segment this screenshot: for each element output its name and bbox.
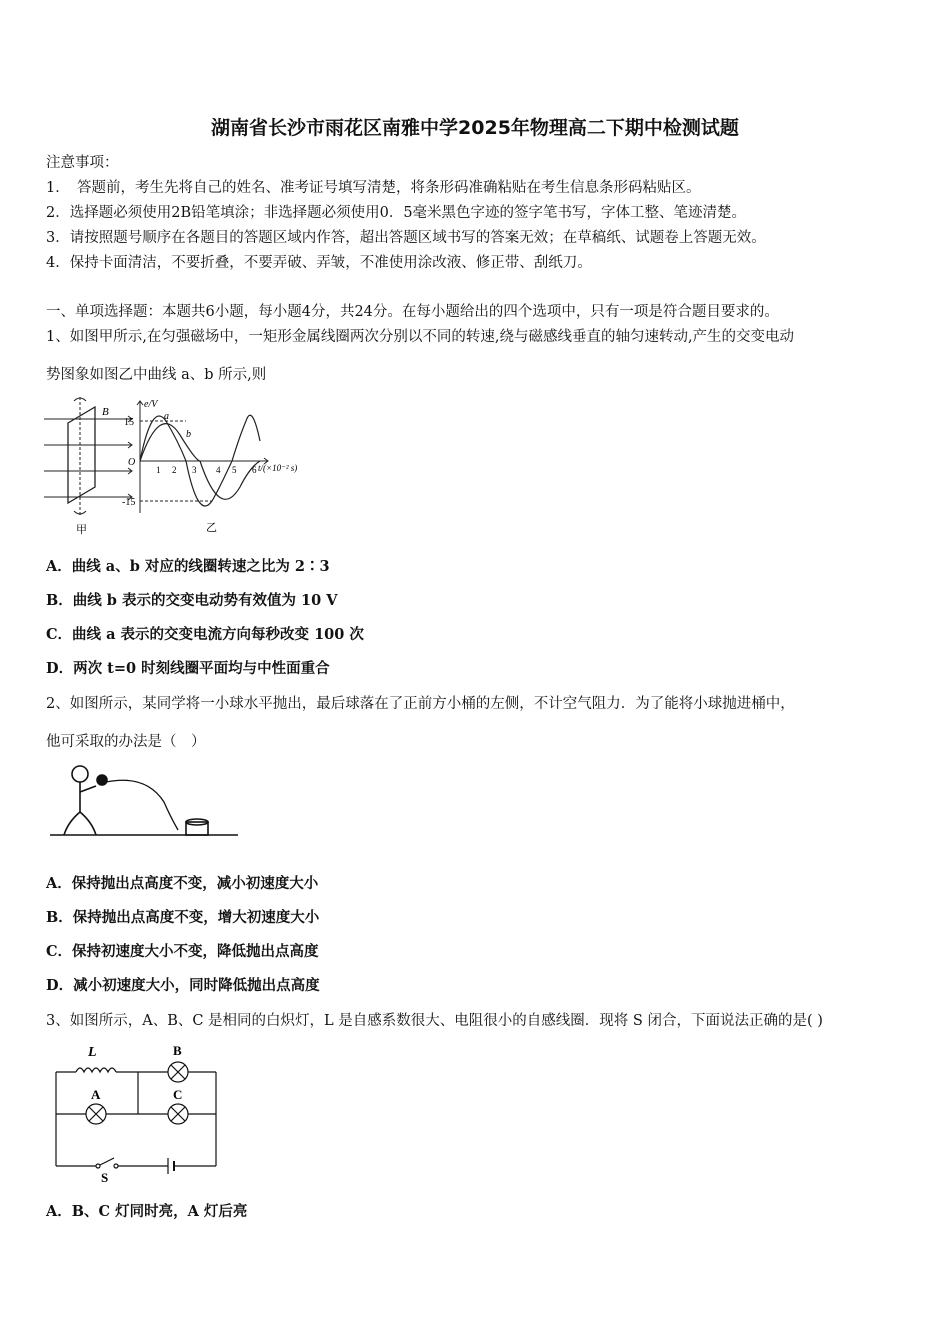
notice-item: 3．请按照题号顺序在各题目的答题区域内作答，超出答题区域书写的答案无效；在草稿纸、试题卷上答题无效。 xyxy=(46,230,766,246)
question-3-stem: 3、如图所示，A、B、C 是相同的白炽灯，L 是自感系数很大、电阻很小的自感线圈．现将 S 闭合，下面说法正确的是( ) xyxy=(46,1013,823,1029)
label-l: L xyxy=(88,1045,97,1060)
curve-b-label: b xyxy=(186,429,191,440)
coil-diagram xyxy=(44,397,132,515)
label-s: S xyxy=(101,1170,109,1184)
question-1-stem-cont: 势图象如图乙中曲线 a、b 所示,则 xyxy=(46,367,267,383)
question-2-stem: 2、如图所示，某同学将一小球水平抛出，最后球落在了正前方小桶的左侧，不计空气阻力．为了能将小球抛进桶中， xyxy=(46,696,795,712)
notice-item: 1． 答题前，考生先将自己的姓名、准考证号填写清楚，将条形码准确粘贴在考生信息条形码粘贴区。 xyxy=(46,180,701,196)
x-tick: 5 xyxy=(232,465,237,475)
switch-s xyxy=(100,1158,114,1165)
notice-item: 4．保持卡面清洁，不要折叠，不要弄破、弄皱，不准使用涂改液、修正带、刮纸刀。 xyxy=(46,255,592,271)
question-1-option-b[interactable]: B．曲线 b 表示的交变电动势有效值为 10 V xyxy=(46,592,338,609)
question-1-option-d[interactable]: D．两次 t=0 时刻线圈平面均与中性面重合 xyxy=(46,660,330,677)
question-2-option-c[interactable]: C．保持初速度大小不变，降低抛出点高度 xyxy=(46,943,319,960)
ball-icon xyxy=(97,775,107,785)
figure-label-jia: 甲 xyxy=(76,524,87,536)
question-2-stem-cont: 他可采取的办法是（ ） xyxy=(46,734,206,750)
x-tick: 3 xyxy=(192,465,197,475)
x-tick: 6 xyxy=(252,465,257,475)
label-c: C xyxy=(173,1087,183,1102)
label-b: B xyxy=(173,1043,182,1058)
notice-heading: 注意事项： xyxy=(46,155,119,171)
field-label-b: B xyxy=(102,406,109,418)
y-tick-pos: 15 xyxy=(124,417,134,428)
trajectory xyxy=(106,780,178,830)
curve-a-label: a xyxy=(164,411,169,422)
question-1-stem: 1、如图甲所示,在匀强磁场中，一矩形金属线圈两次分别以不同的转速,绕与磁感线垂直的轴匀速转动,产生的交变电动 xyxy=(46,329,795,345)
question-2-option-d[interactable]: D．减小初速度大小，同时降低抛出点高度 xyxy=(46,977,320,994)
emf-graph xyxy=(137,401,268,513)
figure-label-yi: 乙 xyxy=(206,522,217,534)
question-1-figure xyxy=(40,395,330,540)
question-2-figure xyxy=(46,762,242,840)
page-title: 湖南省长沙市雨花区南雅中学2025年物理高二下期中检测试题 xyxy=(211,117,739,139)
question-3-figure xyxy=(50,1042,226,1184)
question-1-option-c[interactable]: C．曲线 a 表示的交变电流方向每秒改变 100 次 xyxy=(46,626,364,643)
question-3-option-a[interactable]: A．B、C 灯同时亮，A 灯后亮 xyxy=(46,1203,248,1220)
label-a: A xyxy=(91,1087,101,1102)
y-tick-neg: -15 xyxy=(122,497,136,508)
question-2-option-a[interactable]: A．保持抛出点高度不变，减小初速度大小 xyxy=(46,875,319,892)
origin-label: O xyxy=(128,457,136,468)
x-axis-label: t/(×10⁻² s) xyxy=(258,463,298,473)
section-heading: 一、单项选择题：本题共6小题，每小题4分，共24分。在每小题给出的四个选项中，只有一项是符合题目要求的。 xyxy=(46,304,779,320)
question-1-option-a[interactable]: A．曲线 a、b 对应的线圈转速之比为 2∶3 xyxy=(46,558,330,575)
notice-item: 2．选择题必须使用2B铅笔填涂；非选择题必须使用0．5毫米黑色字迹的签字笔书写，字体工整、笔迹清楚。 xyxy=(46,205,747,221)
question-2-option-b[interactable]: B．保持抛出点高度不变，增大初速度大小 xyxy=(46,909,320,926)
person-head xyxy=(72,766,88,782)
x-tick: 4 xyxy=(216,465,221,475)
x-tick: 2 xyxy=(172,465,177,475)
x-tick: 1 xyxy=(156,465,161,475)
inductor-coil xyxy=(76,1068,116,1072)
y-axis-label: e/V xyxy=(144,399,158,410)
